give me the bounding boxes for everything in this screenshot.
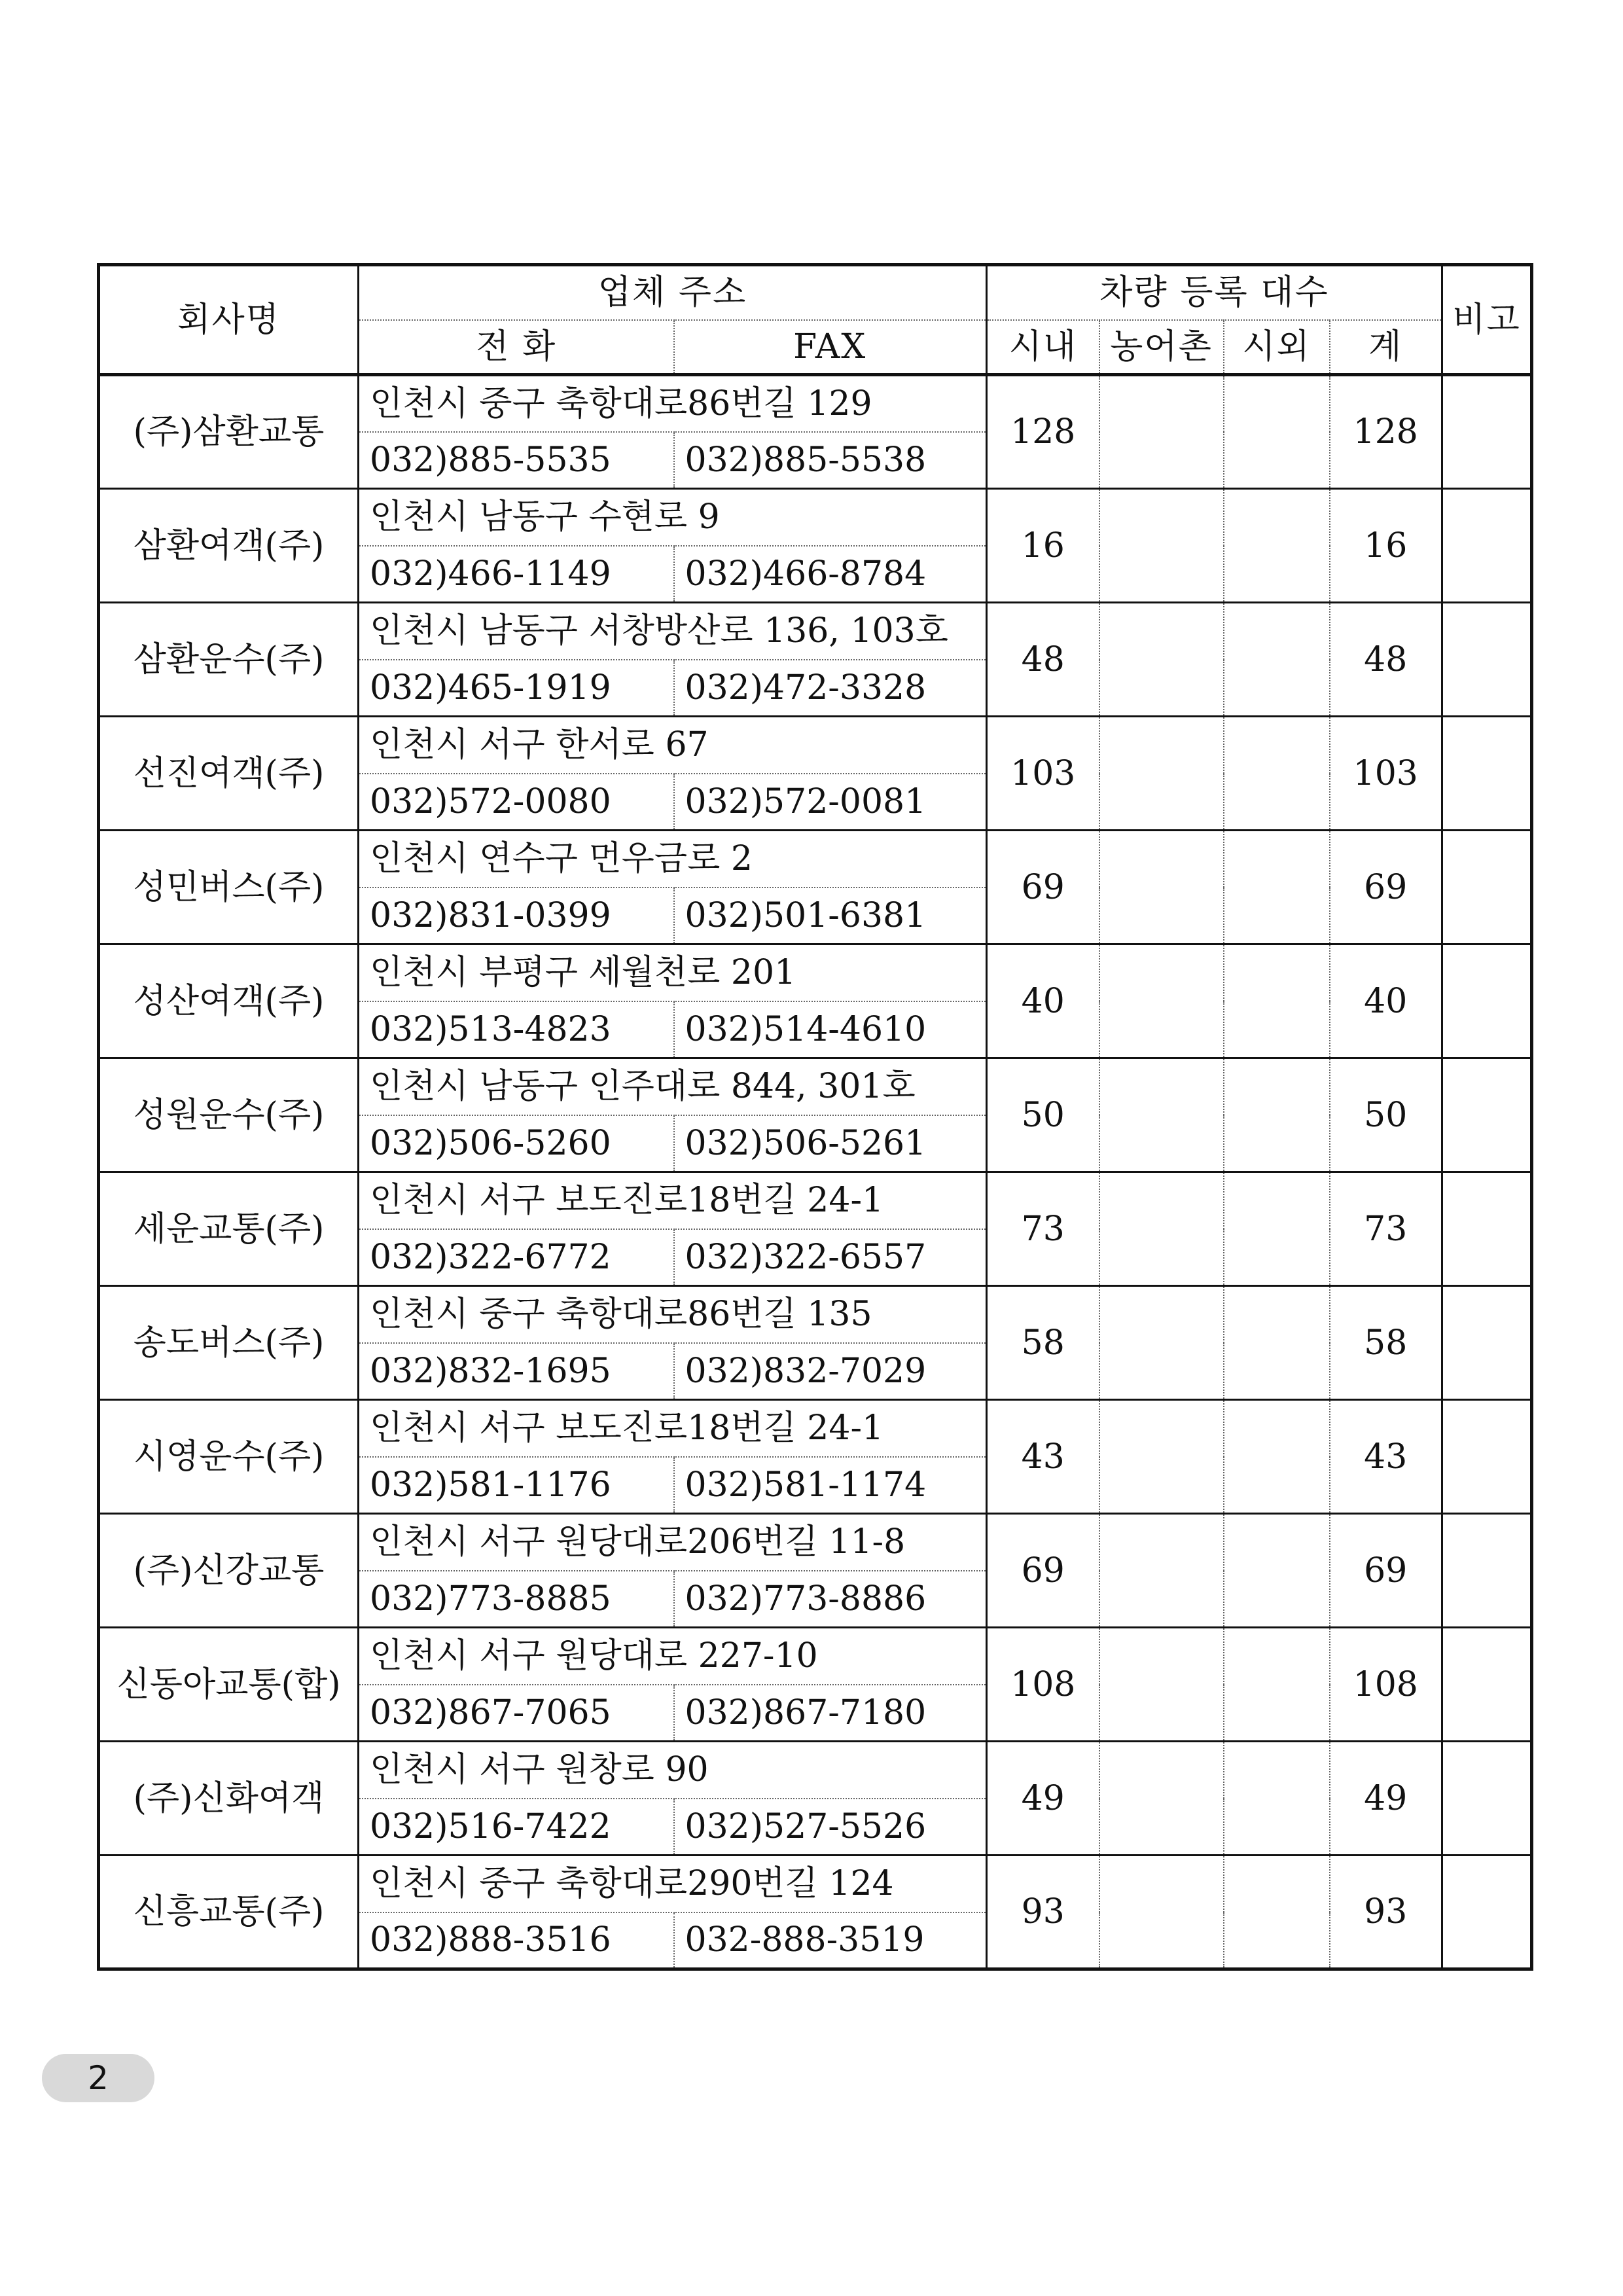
remarks-cell	[1442, 831, 1532, 944]
fax-number: 032)466-8784	[674, 546, 987, 603]
city-count: 58	[987, 1286, 1099, 1400]
total-count: 108	[1330, 1628, 1442, 1742]
table-row	[99, 375, 1532, 432]
phone-number: 032)572-0080	[359, 774, 674, 831]
header-city: 시내	[987, 320, 1099, 375]
header-fax: FAX	[674, 320, 987, 375]
fax-number: 032)514-4610	[674, 1001, 987, 1058]
intercity-count	[1224, 1742, 1330, 1856]
header-rural: 농어촌	[1099, 320, 1224, 375]
table-row	[99, 1400, 1532, 1457]
bus-company-table	[97, 263, 1533, 1971]
total-count: 48	[1330, 603, 1442, 717]
fax-number: 032)867-7180	[674, 1685, 987, 1742]
remarks-cell	[1442, 1286, 1532, 1400]
rural-count	[1099, 603, 1224, 717]
total-count: 69	[1330, 831, 1442, 944]
intercity-count	[1224, 717, 1330, 831]
total-count: 49	[1330, 1742, 1442, 1856]
fax-number: 032)885-5538	[674, 432, 987, 489]
rural-count	[1099, 489, 1224, 603]
company-name: 신동아교통(합)	[99, 1628, 359, 1742]
company-name: 삼환운수(주)	[99, 603, 359, 717]
company-address: 인천시 서구 원당대로206번길 11-8	[359, 1514, 987, 1571]
company-address: 인천시 중구 축항대로86번길 135	[359, 1286, 987, 1343]
remarks-cell	[1442, 1628, 1532, 1742]
intercity-count	[1224, 489, 1330, 603]
total-count: 50	[1330, 1058, 1442, 1172]
company-address: 인천시 남동구 수현로 9	[359, 489, 987, 546]
header-phone: 전 화	[359, 320, 674, 375]
intercity-count	[1224, 1058, 1330, 1172]
page-number-badge: 2	[42, 2054, 154, 2102]
phone-number: 032)322-6772	[359, 1229, 674, 1286]
company-name: 신흥교통(주)	[99, 1856, 359, 1969]
intercity-count	[1224, 1400, 1330, 1514]
table-row	[99, 1628, 1532, 1685]
intercity-count	[1224, 1514, 1330, 1628]
table-row	[99, 1742, 1532, 1799]
company-address: 인천시 서구 원창로 90	[359, 1742, 987, 1799]
company-address: 인천시 남동구 서창방산로 136, 103호	[359, 603, 987, 660]
company-address: 인천시 부평구 세월천로 201	[359, 944, 987, 1001]
phone-number: 032)465-1919	[359, 660, 674, 717]
phone-number: 032)773-8885	[359, 1571, 674, 1628]
company-name: 세운교통(주)	[99, 1172, 359, 1286]
remarks-cell	[1442, 944, 1532, 1058]
fax-number: 032)773-8886	[674, 1571, 987, 1628]
remarks-cell	[1442, 1172, 1532, 1286]
header-company: 회사명	[99, 265, 359, 375]
remarks-cell	[1442, 1058, 1532, 1172]
rural-count	[1099, 717, 1224, 831]
intercity-count	[1224, 1856, 1330, 1969]
company-address: 인천시 서구 보도진로18번길 24-1	[359, 1400, 987, 1457]
company-address: 인천시 남동구 인주대로 844, 301호	[359, 1058, 987, 1115]
city-count: 49	[987, 1742, 1099, 1856]
company-address: 인천시 서구 보도진로18번길 24-1	[359, 1172, 987, 1229]
remarks-cell	[1442, 603, 1532, 717]
city-count: 43	[987, 1400, 1099, 1514]
total-count: 58	[1330, 1286, 1442, 1400]
fax-number: 032)501-6381	[674, 888, 987, 944]
intercity-count	[1224, 1286, 1330, 1400]
header-total: 계	[1330, 320, 1442, 375]
table-row	[99, 489, 1532, 546]
intercity-count	[1224, 1172, 1330, 1286]
phone-number: 032)516-7422	[359, 1799, 674, 1856]
company-name: 삼환여객(주)	[99, 489, 359, 603]
total-count: 43	[1330, 1400, 1442, 1514]
company-name: 송도버스(주)	[99, 1286, 359, 1400]
rural-count	[1099, 1742, 1224, 1856]
table-row	[99, 1058, 1532, 1115]
city-count: 93	[987, 1856, 1099, 1969]
table-row	[99, 717, 1532, 774]
rural-count	[1099, 944, 1224, 1058]
remarks-cell	[1442, 1514, 1532, 1628]
company-name: (주)신강교통	[99, 1514, 359, 1628]
phone-number: 032)831-0399	[359, 888, 674, 944]
total-count: 73	[1330, 1172, 1442, 1286]
total-count: 40	[1330, 944, 1442, 1058]
fax-number: 032)572-0081	[674, 774, 987, 831]
fax-number: 032)527-5526	[674, 1799, 987, 1856]
city-count: 73	[987, 1172, 1099, 1286]
phone-number: 032)581-1176	[359, 1457, 674, 1514]
fax-number: 032-888-3519	[674, 1912, 987, 1969]
phone-number: 032)832-1695	[359, 1343, 674, 1400]
header-row-top	[99, 265, 1532, 320]
city-count: 108	[987, 1628, 1099, 1742]
phone-number: 032)885-5535	[359, 432, 674, 489]
rural-count	[1099, 1400, 1224, 1514]
table-row	[99, 1286, 1532, 1343]
city-count: 69	[987, 1514, 1099, 1628]
company-name: 시영운수(주)	[99, 1400, 359, 1514]
remarks-cell	[1442, 1400, 1532, 1514]
fax-number: 032)832-7029	[674, 1343, 987, 1400]
total-count: 128	[1330, 375, 1442, 489]
remarks-cell	[1442, 1856, 1532, 1969]
city-count: 48	[987, 603, 1099, 717]
remarks-cell	[1442, 717, 1532, 831]
table-row	[99, 944, 1532, 1001]
fax-number: 032)472-3328	[674, 660, 987, 717]
header-vehicles: 차량 등록 대수	[987, 265, 1442, 320]
company-name: 성민버스(주)	[99, 831, 359, 944]
intercity-count	[1224, 603, 1330, 717]
fax-number: 032)506-5261	[674, 1115, 987, 1172]
total-count: 93	[1330, 1856, 1442, 1969]
header-intercity: 시외	[1224, 320, 1330, 375]
total-count: 69	[1330, 1514, 1442, 1628]
rural-count	[1099, 1628, 1224, 1742]
table-row	[99, 831, 1532, 888]
table-row	[99, 603, 1532, 660]
rural-count	[1099, 1856, 1224, 1969]
company-name: 성산여객(주)	[99, 944, 359, 1058]
company-address: 인천시 서구 한서로 67	[359, 717, 987, 774]
company-name: 성원운수(주)	[99, 1058, 359, 1172]
total-count: 103	[1330, 717, 1442, 831]
table-row	[99, 1172, 1532, 1229]
remarks-cell	[1442, 489, 1532, 603]
city-count: 69	[987, 831, 1099, 944]
phone-number: 032)506-5260	[359, 1115, 674, 1172]
fax-number: 032)581-1174	[674, 1457, 987, 1514]
remarks-cell	[1442, 375, 1532, 489]
phone-number: 032)888-3516	[359, 1912, 674, 1969]
company-name: (주)삼환교통	[99, 375, 359, 489]
rural-count	[1099, 1514, 1224, 1628]
header-remarks: 비고	[1442, 265, 1532, 375]
company-address: 인천시 중구 축항대로86번길 129	[359, 375, 987, 432]
city-count: 40	[987, 944, 1099, 1058]
city-count: 128	[987, 375, 1099, 489]
company-address: 인천시 중구 축항대로290번길 124	[359, 1856, 987, 1912]
header-address: 업체 주소	[359, 265, 987, 320]
phone-number: 032)867-7065	[359, 1685, 674, 1742]
city-count: 103	[987, 717, 1099, 831]
company-address: 인천시 연수구 먼우금로 2	[359, 831, 987, 888]
rural-count	[1099, 375, 1224, 489]
table-row	[99, 1514, 1532, 1571]
rural-count	[1099, 1172, 1224, 1286]
company-name: 선진여객(주)	[99, 717, 359, 831]
total-count: 16	[1330, 489, 1442, 603]
rural-count	[1099, 1286, 1224, 1400]
rural-count	[1099, 1058, 1224, 1172]
phone-number: 032)513-4823	[359, 1001, 674, 1058]
phone-number: 032)466-1149	[359, 546, 674, 603]
city-count: 50	[987, 1058, 1099, 1172]
intercity-count	[1224, 1628, 1330, 1742]
intercity-count	[1224, 375, 1330, 489]
rural-count	[1099, 831, 1224, 944]
intercity-count	[1224, 944, 1330, 1058]
remarks-cell	[1442, 1742, 1532, 1856]
company-address: 인천시 서구 원당대로 227-10	[359, 1628, 987, 1685]
fax-number: 032)322-6557	[674, 1229, 987, 1286]
table-row	[99, 1856, 1532, 1912]
city-count: 16	[987, 489, 1099, 603]
company-name: (주)신화여객	[99, 1742, 359, 1856]
intercity-count	[1224, 831, 1330, 944]
